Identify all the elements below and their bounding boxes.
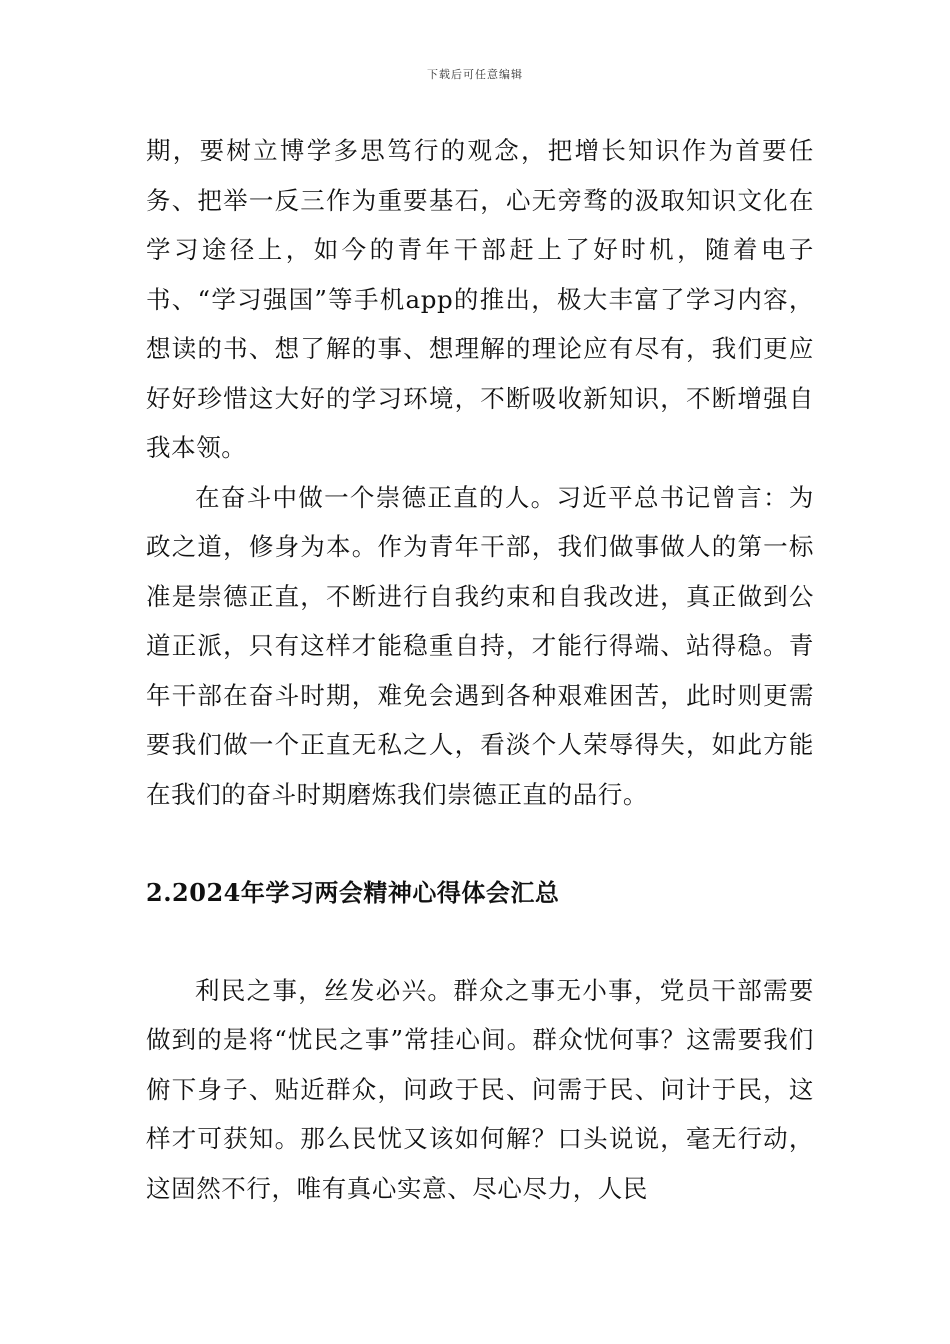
document-body — [146, 126, 814, 1213]
paragraph-people: 利民之事，丝发必兴。群众之事无小事，党员干部需要做到的是将“忧民之事”常挂心间。群众忧何事？这需要我们俯下身子、贴近群众，问政于民、问需于民、问计于民，这样才可获知。那么民忧又该如何解？口头说说，毫无行动，这固然不行，唯有真心实意、尽心尽力，人民 — [146, 975, 814, 1203]
paragraph-integrity: 在奋斗中做一个崇德正直的人。习近平总书记曾言：为政之道，修身为本。作为青年干部，我们做事做人的第一标准是崇德正直，不断进行自我约束和自我改进，真正做到公道正派，只有这样才能稳重自持，才能行得端、站得稳。青年干部在奋斗时期，难免会遇到各种艰难困苦，此时则更需要我们做一个正直无私之人，看淡个人荣辱得失，如此方能在我们的奋斗时期磨炼我们崇德正直的品行。 — [146, 482, 814, 809]
section-heading: 2.2024年学习两会精神心得体会汇总 — [146, 878, 560, 907]
header-note: 下载后可任意编辑 — [427, 68, 523, 81]
paragraph-continued: 期，要树立博学多思笃行的观念，把增长知识作为首要任务、把举一反三作为重要基石，心无旁骛的汲取知识文化在学习途径上，如今的青年干部赶上了好时机，随着电子书、“学习强国”等手机app的推出，极大丰富了学习内容，想读的书、想了解的事、想理解的理论应有尽有，我们更应好好珍惜这大好的学习环境，不断吸收新知识，不断增强自我本领。 — [146, 136, 814, 462]
